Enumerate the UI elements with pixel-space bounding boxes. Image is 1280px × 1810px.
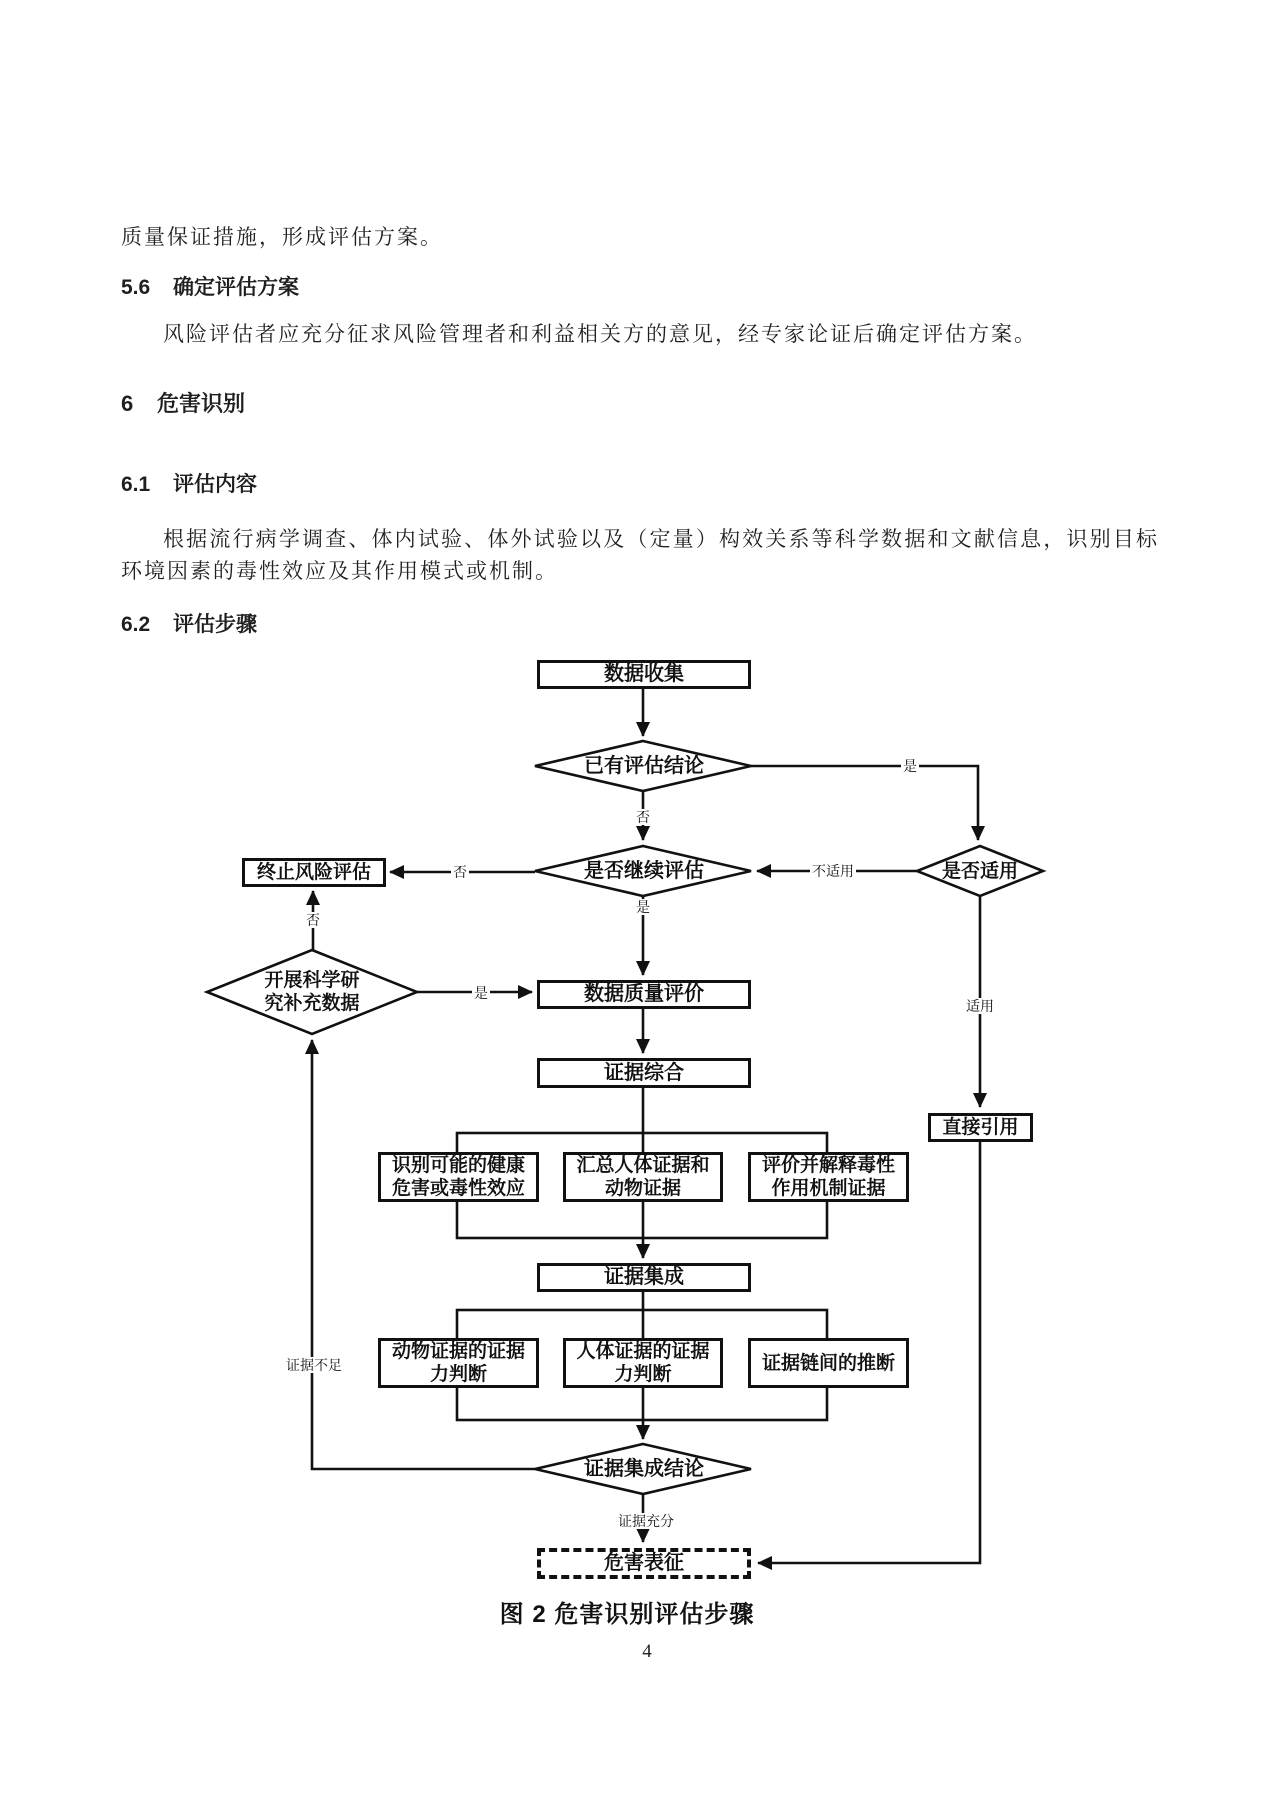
node-text-line: 识别可能的健康 bbox=[391, 1155, 525, 1176]
node-text-line: 评价并解释毒性 bbox=[761, 1155, 895, 1176]
edge-label-evidence-sufficient: 证据充分 bbox=[618, 1513, 674, 1529]
node-terminate: 终止风险评估 bbox=[242, 858, 386, 887]
edge-label-no: 否 bbox=[453, 864, 467, 880]
node-text-line: 动物证据 bbox=[604, 1178, 681, 1199]
edge-label-no: 否 bbox=[306, 912, 320, 928]
edge-label-yes: 是 bbox=[636, 899, 650, 915]
edge-label-not-applicable: 不适用 bbox=[812, 863, 854, 879]
node-text-line: 汇总人体证据和 bbox=[576, 1155, 710, 1176]
heading-title: 评估内容 bbox=[173, 473, 257, 496]
node-human-weight bbox=[563, 1338, 723, 1388]
node-interpret-mechanism bbox=[748, 1152, 909, 1202]
heading-number: 6.2 bbox=[121, 613, 151, 636]
decision-integration-conclusion: 证据集成结论 bbox=[584, 1457, 704, 1480]
edge-label-evidence-insufficient: 证据不足 bbox=[286, 1357, 342, 1373]
node-direct-citation: 直接引用 bbox=[928, 1113, 1033, 1142]
node-text-line: 力判断 bbox=[614, 1364, 672, 1385]
paragraph-6-1-line1: 根据流行病学调查、体内试验、体外试验以及（定量）构效关系等科学数据和文献信息，识别目标 bbox=[163, 527, 1159, 551]
node-chain-inference: 证据链间的推断 bbox=[748, 1338, 909, 1388]
heading-title: 危害识别 bbox=[157, 391, 246, 416]
node-text-line: 作用机制证据 bbox=[771, 1178, 886, 1199]
node-data-quality: 数据质量评价 bbox=[537, 980, 751, 1009]
node-identify-hazard bbox=[378, 1152, 539, 1202]
heading-title: 确定评估方案 bbox=[173, 276, 299, 299]
node-text-line: 动物证据的证据 bbox=[391, 1341, 525, 1362]
node-text-line: 人体证据的证据 bbox=[576, 1341, 710, 1362]
paragraph-intro: 质量保证措施，形成评估方案。 bbox=[121, 225, 443, 249]
node-data-collection: 数据收集 bbox=[537, 660, 751, 689]
paragraph-6-1-line2: 环境因素的毒性效应及其作用模式或机制。 bbox=[121, 559, 558, 583]
decision-is-applicable: 是否适用 bbox=[941, 860, 1018, 882]
node-text-line: 开展科学研 bbox=[264, 970, 360, 991]
node-hazard-characterization: 危害表征 bbox=[537, 1548, 751, 1579]
node-animal-weight bbox=[378, 1338, 539, 1388]
figure-caption: 图 2 危害识别评估步骤 bbox=[499, 1601, 755, 1628]
node-text-line: 危害或毒性效应 bbox=[391, 1178, 525, 1199]
heading-number: 6 bbox=[121, 391, 134, 416]
node-evidence-synthesis: 证据综合 bbox=[537, 1058, 751, 1088]
node-evidence-integration: 证据集成 bbox=[537, 1263, 751, 1292]
heading-title: 评估步骤 bbox=[173, 613, 257, 636]
page-number: 4 bbox=[642, 1641, 652, 1662]
node-text-line: 究补充数据 bbox=[264, 993, 360, 1014]
node-text-line: 力判断 bbox=[429, 1364, 487, 1385]
decision-continue-assessment: 是否继续评估 bbox=[584, 859, 704, 882]
paragraph-5-6: 风险评估者应充分征求风险管理者和利益相关方的意见，经专家论证后确定评估方案。 bbox=[163, 322, 1037, 346]
node-summarize-evidence bbox=[563, 1152, 723, 1202]
decision-has-conclusion: 已有评估结论 bbox=[584, 754, 704, 777]
heading-number: 5.6 bbox=[121, 276, 151, 299]
edge-label-applicable: 适用 bbox=[966, 998, 994, 1014]
decision-research-supplement bbox=[207, 969, 417, 1015]
edge-label-yes: 是 bbox=[903, 758, 917, 774]
edge-label-no: 否 bbox=[636, 809, 650, 825]
edge-label-yes: 是 bbox=[474, 985, 488, 1001]
heading-number: 6.1 bbox=[121, 473, 151, 496]
